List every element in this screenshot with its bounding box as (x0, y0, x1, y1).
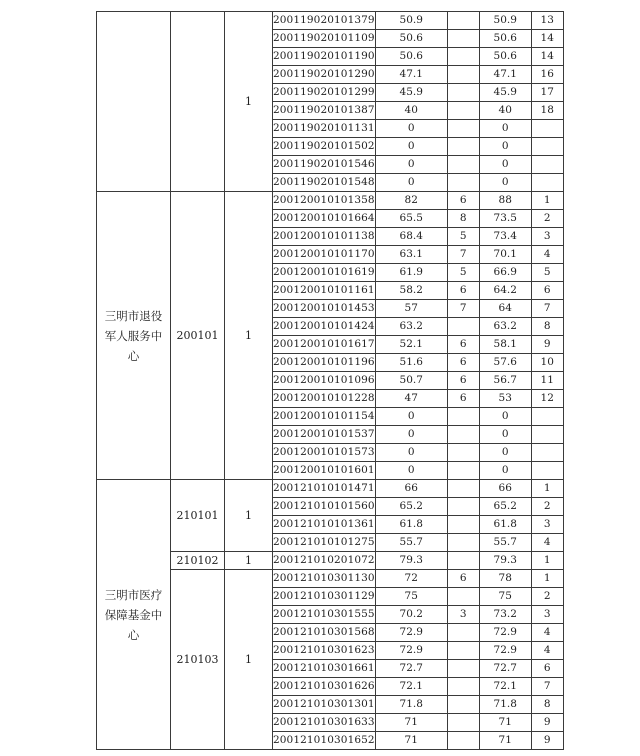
bonus-score-cell (447, 444, 479, 462)
total-score-cell: 40 (479, 102, 531, 120)
bonus-score-cell: 3 (447, 606, 479, 624)
results-table (96, 11, 564, 750)
position-code-cell: 210101 (171, 480, 225, 552)
candidate-id-cell: 200121010101275 (273, 534, 376, 552)
rank-cell (531, 120, 563, 138)
written-score-cell: 47 (375, 390, 447, 408)
bonus-score-cell (447, 552, 479, 570)
written-score-cell: 75 (375, 588, 447, 606)
rank-cell: 1 (531, 570, 563, 588)
bonus-score-cell: 6 (447, 336, 479, 354)
bonus-score-cell (447, 12, 479, 30)
total-score-cell: 73.4 (479, 228, 531, 246)
rank-cell: 14 (531, 48, 563, 66)
candidate-id-cell: 200119020101546 (273, 156, 376, 174)
candidate-id-cell: 200120010101096 (273, 372, 376, 390)
written-score-cell: 50.7 (375, 372, 447, 390)
written-score-cell: 51.6 (375, 354, 447, 372)
candidate-id-cell: 200119020101299 (273, 84, 376, 102)
rank-cell: 3 (531, 516, 563, 534)
candidate-id-cell: 200119020101131 (273, 120, 376, 138)
candidate-id-cell: 200119020101109 (273, 30, 376, 48)
candidate-id-cell: 200121010301633 (273, 714, 376, 732)
total-score-cell: 72.1 (479, 678, 531, 696)
bonus-score-cell: 6 (447, 372, 479, 390)
total-score-cell: 50.9 (479, 12, 531, 30)
candidate-id-cell: 200119020101502 (273, 138, 376, 156)
rank-cell: 18 (531, 102, 563, 120)
bonus-score-cell (447, 156, 479, 174)
candidate-id-cell: 200119020101190 (273, 48, 376, 66)
position-code-cell: 210103 (171, 570, 225, 750)
candidate-id-cell: 200120010101664 (273, 210, 376, 228)
total-score-cell: 61.8 (479, 516, 531, 534)
bonus-score-cell (447, 426, 479, 444)
hiring-count-cell: 1 (225, 192, 273, 480)
unit-name-cell (97, 12, 171, 192)
written-score-cell: 72.9 (375, 624, 447, 642)
candidate-id-cell: 200120010101424 (273, 318, 376, 336)
written-score-cell: 0 (375, 138, 447, 156)
written-score-cell: 71 (375, 714, 447, 732)
written-score-cell: 61.8 (375, 516, 447, 534)
candidate-id-cell: 200119020101290 (273, 66, 376, 84)
written-score-cell: 61.9 (375, 264, 447, 282)
total-score-cell: 71.8 (479, 696, 531, 714)
written-score-cell: 72.7 (375, 660, 447, 678)
rank-cell: 9 (531, 336, 563, 354)
candidate-id-cell: 200121010201072 (273, 552, 376, 570)
rank-cell (531, 444, 563, 462)
position-code-cell (171, 12, 225, 192)
rank-cell: 14 (531, 30, 563, 48)
total-score-cell: 0 (479, 156, 531, 174)
rank-cell: 10 (531, 354, 563, 372)
candidate-id-cell: 200121010101560 (273, 498, 376, 516)
total-score-cell: 58.1 (479, 336, 531, 354)
total-score-cell: 47.1 (479, 66, 531, 84)
candidate-id-cell: 200120010101617 (273, 336, 376, 354)
total-score-cell: 73.5 (479, 210, 531, 228)
candidate-id-cell: 200120010101453 (273, 300, 376, 318)
hiring-count-cell: 1 (225, 480, 273, 552)
total-score-cell: 65.2 (479, 498, 531, 516)
bonus-score-cell (447, 696, 479, 714)
total-score-cell: 0 (479, 138, 531, 156)
rank-cell: 1 (531, 552, 563, 570)
rank-cell: 1 (531, 480, 563, 498)
bonus-score-cell: 5 (447, 264, 479, 282)
candidate-id-cell: 200121010301652 (273, 732, 376, 750)
hiring-count-cell: 1 (225, 552, 273, 570)
total-score-cell: 71 (479, 732, 531, 750)
total-score-cell: 55.7 (479, 534, 531, 552)
total-score-cell: 50.6 (479, 48, 531, 66)
bonus-score-cell: 6 (447, 354, 479, 372)
total-score-cell: 0 (479, 408, 531, 426)
bonus-score-cell (447, 534, 479, 552)
written-score-cell: 50.9 (375, 12, 447, 30)
written-score-cell: 0 (375, 120, 447, 138)
bonus-score-cell: 5 (447, 228, 479, 246)
rank-cell: 2 (531, 498, 563, 516)
candidate-id-cell: 200120010101619 (273, 264, 376, 282)
bonus-score-cell (447, 48, 479, 66)
written-score-cell: 50.6 (375, 48, 447, 66)
bonus-score-cell (447, 480, 479, 498)
candidate-id-cell: 200121010301623 (273, 642, 376, 660)
rank-cell: 9 (531, 714, 563, 732)
candidate-id-cell: 200121010301661 (273, 660, 376, 678)
written-score-cell: 68.4 (375, 228, 447, 246)
total-score-cell: 66 (479, 480, 531, 498)
candidate-id-cell: 200120010101161 (273, 282, 376, 300)
candidate-id-cell: 200121010301568 (273, 624, 376, 642)
candidate-id-cell: 200121010301626 (273, 678, 376, 696)
total-score-cell: 53 (479, 390, 531, 408)
bonus-score-cell: 6 (447, 282, 479, 300)
candidate-id-cell: 200119020101548 (273, 174, 376, 192)
rank-cell: 6 (531, 282, 563, 300)
candidate-id-cell: 200120010101138 (273, 228, 376, 246)
rank-cell (531, 156, 563, 174)
candidate-id-cell: 200121010101471 (273, 480, 376, 498)
candidate-id-cell: 200120010101573 (273, 444, 376, 462)
candidate-id-cell: 200120010101228 (273, 390, 376, 408)
written-score-cell: 40 (375, 102, 447, 120)
bonus-score-cell: 7 (447, 300, 479, 318)
rank-cell: 4 (531, 642, 563, 660)
total-score-cell: 50.6 (479, 30, 531, 48)
written-score-cell: 45.9 (375, 84, 447, 102)
table-row (97, 12, 564, 30)
bonus-score-cell (447, 138, 479, 156)
bonus-score-cell (447, 678, 479, 696)
total-score-cell: 0 (479, 120, 531, 138)
total-score-cell: 78 (479, 570, 531, 588)
written-score-cell: 79.3 (375, 552, 447, 570)
rank-cell (531, 462, 563, 480)
rank-cell: 4 (531, 534, 563, 552)
rank-cell (531, 426, 563, 444)
rank-cell (531, 138, 563, 156)
total-score-cell: 88 (479, 192, 531, 210)
candidate-id-cell: 200121010301301 (273, 696, 376, 714)
total-score-cell: 70.1 (479, 246, 531, 264)
total-score-cell: 73.2 (479, 606, 531, 624)
rank-cell: 3 (531, 606, 563, 624)
written-score-cell: 66 (375, 480, 447, 498)
candidate-id-cell: 200121010301555 (273, 606, 376, 624)
total-score-cell: 56.7 (479, 372, 531, 390)
written-score-cell: 0 (375, 444, 447, 462)
total-score-cell: 64 (479, 300, 531, 318)
total-score-cell: 57.6 (479, 354, 531, 372)
rank-cell: 17 (531, 84, 563, 102)
bonus-score-cell (447, 516, 479, 534)
bonus-score-cell (447, 408, 479, 426)
candidate-id-cell: 200120010101154 (273, 408, 376, 426)
written-score-cell: 63.2 (375, 318, 447, 336)
written-score-cell: 71.8 (375, 696, 447, 714)
written-score-cell: 58.2 (375, 282, 447, 300)
candidate-id-cell: 200120010101170 (273, 246, 376, 264)
bonus-score-cell (447, 318, 479, 336)
total-score-cell: 0 (479, 462, 531, 480)
bonus-score-cell (447, 498, 479, 516)
bonus-score-cell (447, 462, 479, 480)
rank-cell: 13 (531, 12, 563, 30)
bonus-score-cell (447, 30, 479, 48)
written-score-cell: 72.9 (375, 642, 447, 660)
written-score-cell: 70.2 (375, 606, 447, 624)
written-score-cell: 0 (375, 156, 447, 174)
hiring-count-cell: 1 (225, 12, 273, 192)
rank-cell: 1 (531, 192, 563, 210)
total-score-cell: 0 (479, 444, 531, 462)
rank-cell: 8 (531, 318, 563, 336)
bonus-score-cell: 7 (447, 246, 479, 264)
bonus-score-cell: 6 (447, 570, 479, 588)
total-score-cell: 64.2 (479, 282, 531, 300)
total-score-cell: 0 (479, 174, 531, 192)
total-score-cell: 75 (479, 588, 531, 606)
written-score-cell: 0 (375, 408, 447, 426)
written-score-cell: 57 (375, 300, 447, 318)
bonus-score-cell (447, 84, 479, 102)
written-score-cell: 71 (375, 732, 447, 750)
written-score-cell: 65.2 (375, 498, 447, 516)
position-code-cell: 210102 (171, 552, 225, 570)
bonus-score-cell (447, 174, 479, 192)
rank-cell (531, 408, 563, 426)
unit-name-cell: 三明市医疗保障基金中心 (97, 480, 171, 750)
bonus-score-cell (447, 660, 479, 678)
bonus-score-cell (447, 624, 479, 642)
bonus-score-cell (447, 588, 479, 606)
rank-cell: 7 (531, 678, 563, 696)
position-code-cell: 200101 (171, 192, 225, 480)
written-score-cell: 0 (375, 462, 447, 480)
rank-cell: 3 (531, 228, 563, 246)
rank-cell: 4 (531, 624, 563, 642)
rank-cell: 11 (531, 372, 563, 390)
rank-cell: 8 (531, 696, 563, 714)
rank-cell: 16 (531, 66, 563, 84)
table-row (97, 480, 564, 498)
bonus-score-cell (447, 120, 479, 138)
written-score-cell: 47.1 (375, 66, 447, 84)
rank-cell: 2 (531, 210, 563, 228)
bonus-score-cell: 6 (447, 192, 479, 210)
written-score-cell: 82 (375, 192, 447, 210)
total-score-cell: 63.2 (479, 318, 531, 336)
bonus-score-cell: 6 (447, 390, 479, 408)
written-score-cell: 0 (375, 426, 447, 444)
total-score-cell: 66.9 (479, 264, 531, 282)
rank-cell: 4 (531, 246, 563, 264)
written-score-cell: 52.1 (375, 336, 447, 354)
hiring-count-cell: 1 (225, 570, 273, 750)
written-score-cell: 72.1 (375, 678, 447, 696)
rank-cell: 9 (531, 732, 563, 750)
total-score-cell: 72.7 (479, 660, 531, 678)
rank-cell: 6 (531, 660, 563, 678)
bonus-score-cell (447, 66, 479, 84)
written-score-cell: 55.7 (375, 534, 447, 552)
written-score-cell: 50.6 (375, 30, 447, 48)
candidate-id-cell: 200121010101361 (273, 516, 376, 534)
candidate-id-cell: 200120010101196 (273, 354, 376, 372)
rank-cell: 7 (531, 300, 563, 318)
candidate-id-cell: 200120010101358 (273, 192, 376, 210)
candidate-id-cell: 200121010301129 (273, 588, 376, 606)
total-score-cell: 79.3 (479, 552, 531, 570)
candidate-id-cell: 200120010101601 (273, 462, 376, 480)
rank-cell (531, 174, 563, 192)
bonus-score-cell (447, 714, 479, 732)
total-score-cell: 45.9 (479, 84, 531, 102)
table-row (97, 192, 564, 210)
total-score-cell: 72.9 (479, 624, 531, 642)
candidate-id-cell: 200119020101379 (273, 12, 376, 30)
written-score-cell: 63.1 (375, 246, 447, 264)
bonus-score-cell (447, 732, 479, 750)
written-score-cell: 72 (375, 570, 447, 588)
written-score-cell: 65.5 (375, 210, 447, 228)
rank-cell: 2 (531, 588, 563, 606)
rank-cell: 5 (531, 264, 563, 282)
bonus-score-cell: 8 (447, 210, 479, 228)
total-score-cell: 72.9 (479, 642, 531, 660)
candidate-id-cell: 200120010101537 (273, 426, 376, 444)
total-score-cell: 0 (479, 426, 531, 444)
bonus-score-cell (447, 102, 479, 120)
unit-name-cell: 三明市退役军人服务中心 (97, 192, 171, 480)
total-score-cell: 71 (479, 714, 531, 732)
candidate-id-cell: 200121010301130 (273, 570, 376, 588)
results-table-body (97, 12, 564, 750)
bonus-score-cell (447, 642, 479, 660)
written-score-cell: 0 (375, 174, 447, 192)
candidate-id-cell: 200119020101387 (273, 102, 376, 120)
rank-cell: 12 (531, 390, 563, 408)
